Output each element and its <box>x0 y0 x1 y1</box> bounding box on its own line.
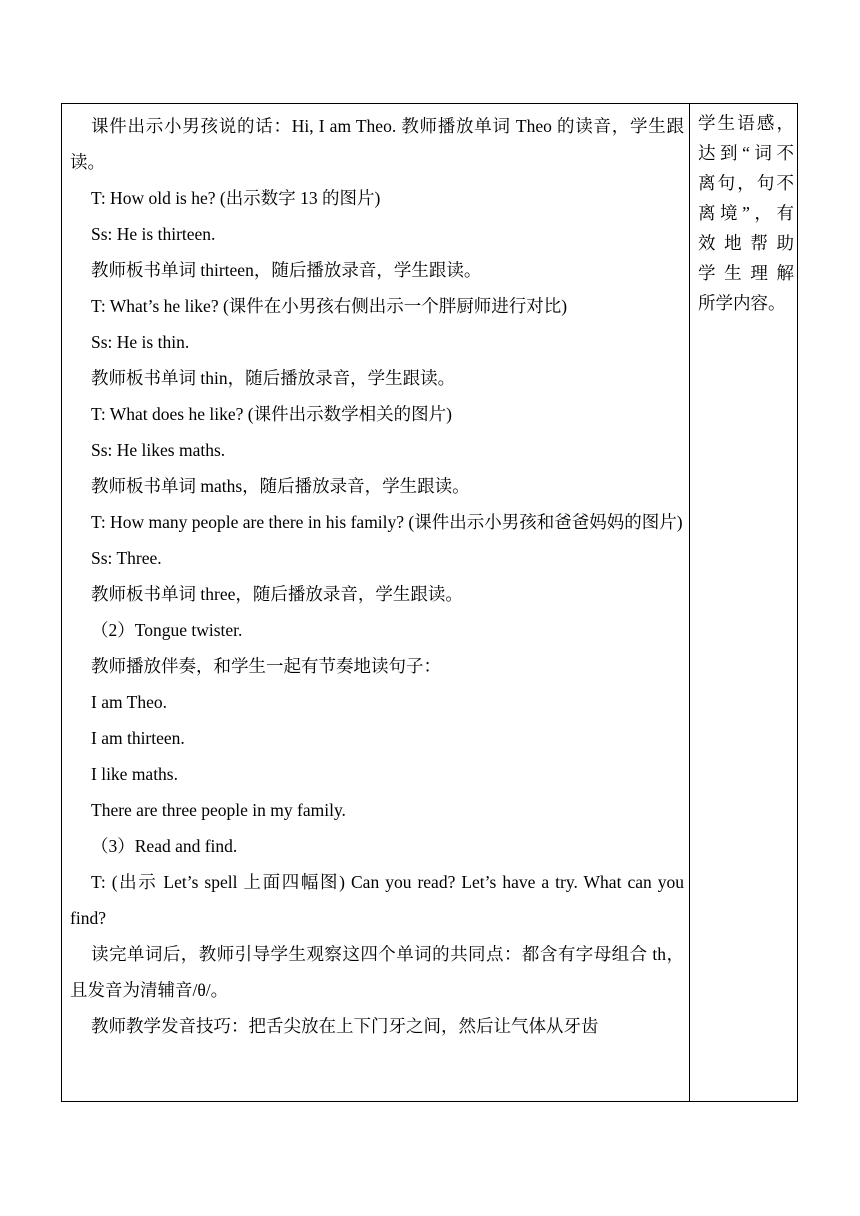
paragraph: 教师板书单词 thirteen，随后播放录音，学生跟读。 <box>91 260 482 280</box>
paragraph: T: How old is he? (出示数字 13 的图片) <box>91 188 381 208</box>
paragraph: （3）Read and find. <box>91 836 238 856</box>
paragraph: I am thirteen. <box>91 728 185 748</box>
paragraph: I like maths. <box>91 764 178 784</box>
side-line: 达到“词不 <box>698 143 794 163</box>
side-line: 学生语感， <box>698 113 794 133</box>
side-line: 学生理解 <box>698 263 794 283</box>
paragraph: T: (出示 Let’s spell 上面四幅图) Can you read? Let’s have a try. What can you find? <box>70 872 684 928</box>
side-line: 离句，句不 <box>698 173 794 193</box>
paragraph: 教师板书单词 thin，随后播放录音，学生跟读。 <box>91 368 456 388</box>
paragraph: T: How many people are there in his family? (课件出示小男孩和爸爸妈妈的图片) <box>91 512 683 532</box>
paragraph: There are three people in my family. <box>91 800 346 820</box>
column-divider <box>689 104 690 1101</box>
lesson-table <box>61 103 798 1102</box>
paragraph: Ss: He likes maths. <box>91 440 226 460</box>
paragraph: 教师播放伴奏，和学生一起有节奏地读句子： <box>91 656 441 676</box>
paragraph: Ss: He is thin. <box>91 332 190 352</box>
paragraph: 教师板书单词 three，随后播放录音，学生跟读。 <box>91 584 463 604</box>
paragraph: T: What’s he like? (课件在小男孩右侧出示一个胖厨师进行对比) <box>91 296 568 316</box>
side-line: 离境”，有 <box>698 203 794 223</box>
paragraph: 课件出示小男孩说的话：Hi, I am Theo. 教师播放单词 Theo 的读音，学生跟读。 <box>70 116 684 172</box>
paragraph: I am Theo. <box>91 692 167 712</box>
teaching-process-column <box>70 108 684 1044</box>
paragraph: （2）Tongue twister. <box>91 620 243 640</box>
paragraph: 读完单词后，教师引导学生观察这四个单词的共同点：都含有字母组合 th，且发音为清辅音/θ/。 <box>70 944 684 1000</box>
design-intent-column <box>698 108 794 318</box>
paragraph: Ss: Three. <box>91 548 162 568</box>
paragraph: 教师教学发音技巧：把舌尖放在上下门牙之间，然后让气体从牙齿 <box>91 1016 599 1036</box>
paragraph: T: What does he like? (课件出示数学相关的图片) <box>91 404 452 424</box>
side-line: 所学内容。 <box>698 293 786 313</box>
side-line: 效地帮助 <box>698 233 794 253</box>
paragraph: 教师板书单词 maths，随后播放录音，学生跟读。 <box>91 476 470 496</box>
paragraph: Ss: He is thirteen. <box>91 224 216 244</box>
